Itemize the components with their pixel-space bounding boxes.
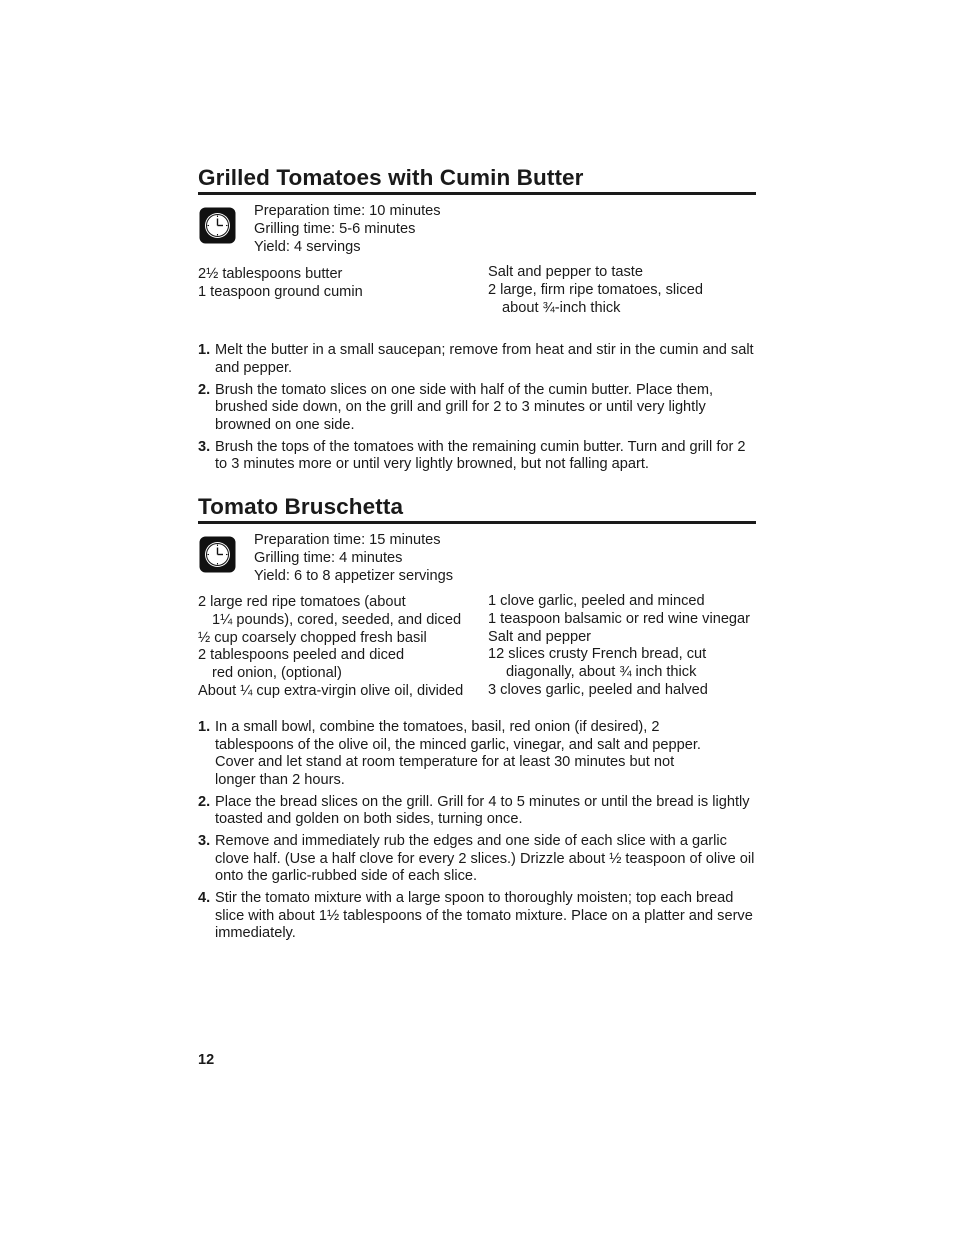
recipe-grilled-tomatoes	[198, 164, 756, 478]
clock-icon	[199, 207, 236, 244]
step-number: 1.	[198, 342, 211, 358]
ingredient-line: 12 slices crusty French bread, cut	[488, 646, 707, 663]
ingredient-line: 2 large, firm ripe tomatoes, sliced	[488, 281, 703, 298]
recipe-times	[198, 202, 756, 264]
step-text: Remove and immediately rub the edges and one side of each slice with a garlic clove half. (Use a half clove for every 2 slices.) Drizzle about ½ teaspoon of olive oil onto the garlic-rubbed side of each slice.	[215, 833, 755, 884]
step-text: Place the bread slices on the grill. Grill for 4 to 5 minutes or until the bread is lightly toasted and golden on both sides, turning once.	[215, 793, 750, 827]
step-number: 3.	[198, 833, 211, 849]
ingredient-line: 2 tablespoons peeled and diced	[198, 647, 405, 664]
ingredient-line-cont: about ¾-inch thick	[502, 299, 621, 316]
recipe-title: Grilled Tomatoes with Cumin Butter	[198, 165, 584, 190]
step-text: Melt the butter in a small saucepan; remove from heat and stir in the cumin and salt and pepper.	[215, 342, 754, 376]
ingredient: 1 teaspoon ground cumin	[198, 283, 363, 300]
ingredient-line-cont: red onion, (optional)	[212, 665, 342, 682]
step-number: 2.	[198, 793, 211, 810]
prep-time: Preparation time: 10 minutes	[254, 203, 441, 219]
step	[198, 719, 756, 789]
step-number: 2.	[198, 381, 211, 398]
grill-time: Grilling time: 4 minutes	[254, 550, 403, 566]
ingredient-line-cont: diagonally, about ¾ inch thick	[506, 664, 697, 681]
step-number: 4.	[198, 890, 211, 906]
recipe-tomato-bruschetta	[198, 493, 756, 947]
ingredient: Salt and pepper	[488, 628, 592, 645]
ingredient: Salt and pepper to taste	[488, 264, 643, 280]
ingredient: 2½ tablespoons butter	[198, 266, 343, 282]
recipe-title: Tomato Bruschetta	[198, 494, 404, 519]
ingredient-list	[198, 264, 756, 342]
ingredient	[198, 594, 463, 630]
step	[198, 382, 756, 435]
step-text: In a small bowl, combine the tomatoes, basil, red onion (if desired), 2 tablespoons of the olive oil, the minced garlic, vinegar, and salt and pepper. Cover and let stand at room temperature for at least 30 minutes but not longer than 2 hours.	[215, 719, 701, 788]
ingredient: 3 cloves garlic, peeled and halved	[488, 681, 708, 698]
ingredient-line-cont: 1¼ pounds), cored, seeded, and diced	[212, 611, 462, 628]
step-list	[198, 342, 756, 474]
step-number: 1.	[198, 719, 211, 735]
step-text: Stir the tomato mixture with a large spoon to thoroughly moisten; top each bread slice with about 1½ tablespoons of the tomato mixture. Place on a platter and serve immediately.	[215, 890, 753, 941]
prep-time: Preparation time: 15 minutes	[254, 532, 441, 548]
ingredient	[198, 647, 463, 683]
recipe-times	[198, 531, 756, 593]
clock-icon	[199, 536, 236, 573]
step-text: Brush the tops of the tomatoes with the remaining cumin butter. Turn and grill for 2 to 3 minutes more or until very lightly browned, but not falling apart.	[215, 438, 746, 472]
yield: Yield: 6 to 8 appetizer servings	[254, 568, 454, 584]
yield: Yield: 4 servings	[254, 239, 361, 255]
step	[198, 833, 756, 886]
ingredient	[488, 282, 703, 318]
step	[198, 342, 756, 377]
title-rule	[198, 192, 756, 195]
step	[198, 439, 756, 474]
step	[198, 794, 756, 829]
step-list	[198, 719, 756, 943]
ingredient: 1 teaspoon balsamic or red wine vinegar	[488, 610, 751, 627]
step-number: 3.	[198, 438, 211, 455]
ingredient-line: 2 large red ripe tomatoes (about	[198, 594, 406, 610]
page-number: 12	[198, 1052, 215, 1068]
ingredient: 1 clove garlic, peeled and minced	[488, 593, 705, 609]
ingredient	[488, 646, 750, 682]
ingredient-list	[198, 593, 756, 719]
title-rule	[198, 521, 756, 524]
step	[198, 890, 756, 943]
ingredient: ½ cup coarsely chopped fresh basil	[198, 629, 427, 646]
step-text: Brush the tomato slices on one side with half of the cumin butter. Place them, brushed side down, on the grill and grill for 2 to 3 minutes or until very lightly browned on one side.	[215, 381, 714, 433]
grill-time: Grilling time: 5-6 minutes	[254, 221, 416, 237]
ingredient: About ¼ cup extra-virgin olive oil, divided	[198, 682, 464, 699]
